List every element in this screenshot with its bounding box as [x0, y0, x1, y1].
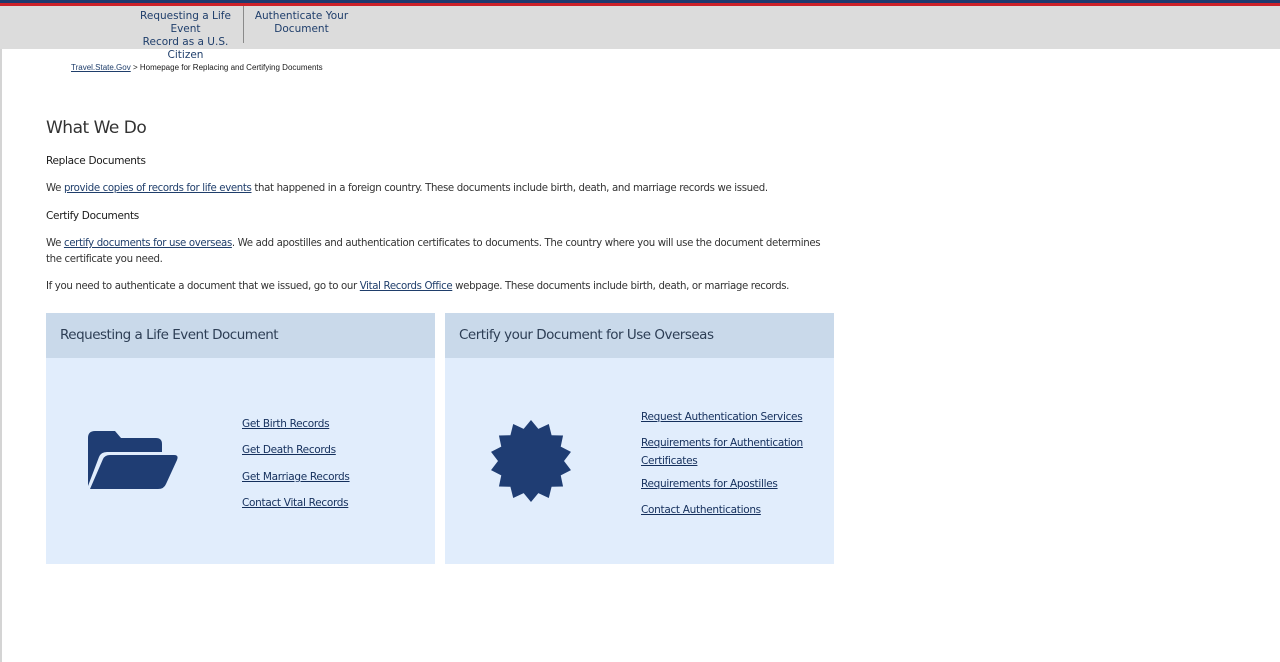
- contact-vital-records-link[interactable]: Contact Vital Records: [242, 497, 349, 509]
- contact-authentications-link[interactable]: Contact Authentications: [641, 504, 761, 516]
- certify-documents-heading: Certify Documents: [46, 210, 139, 222]
- text-segment: that happened in a foreign country. These documents include birth, death, and marriage records we issued.: [251, 183, 768, 194]
- nav-item-label-line: Document: [274, 23, 329, 35]
- nav-item-authenticate-document[interactable]: [250, 10, 353, 36]
- nav-separator: [243, 6, 244, 43]
- get-death-records-link[interactable]: Get Death Records: [242, 444, 336, 456]
- get-birth-records-link[interactable]: Get Birth Records: [242, 418, 330, 430]
- vital-records-office-link[interactable]: Vital Records Office: [359, 281, 453, 292]
- replace-documents-heading: Replace Documents: [46, 155, 146, 167]
- list-item: [242, 467, 432, 485]
- card-header: [445, 313, 834, 358]
- requirements-apostilles-link[interactable]: Requirements for Apostilles: [641, 478, 778, 490]
- breadcrumb-separator: >: [132, 63, 138, 72]
- text-segment: webpage. These documents include birth, death, or marriage records.: [452, 281, 790, 292]
- list-item: [242, 414, 432, 432]
- certify-document-card: [445, 313, 834, 564]
- replace-documents-text: [46, 181, 826, 197]
- card-header: [46, 313, 435, 358]
- list-item: [641, 433, 831, 469]
- nav-item-label-line: Authenticate Your: [254, 10, 349, 22]
- breadcrumb: [71, 63, 323, 72]
- card-title: Requesting a Life Event Document: [60, 327, 279, 343]
- list-item: [641, 407, 831, 425]
- breadcrumb-home-link[interactable]: Travel.State.Gov: [71, 63, 131, 72]
- certify-documents-text: [46, 236, 826, 268]
- list-item: [242, 440, 432, 458]
- text-segment: We: [46, 183, 64, 194]
- nav-item-label-line: Requesting a Life Event: [140, 10, 231, 35]
- request-authentication-services-link[interactable]: Request Authentication Services: [641, 411, 803, 423]
- list-item: [242, 493, 432, 511]
- text-segment: We: [46, 238, 64, 249]
- breadcrumb-current: Homepage for Replacing and Certifying Documents: [139, 63, 323, 72]
- page-title: What We Do: [46, 118, 147, 138]
- provide-copies-link[interactable]: provide copies of records for life events: [63, 183, 252, 194]
- list-item: [641, 500, 831, 518]
- get-marriage-records-link[interactable]: Get Marriage Records: [242, 471, 350, 483]
- requirements-authentication-certificates-link[interactable]: Requirements for Authentication Certificates: [641, 437, 803, 467]
- card-title: Certify your Document for Use Overseas: [459, 327, 714, 343]
- nav-item-life-event-record[interactable]: [129, 10, 242, 62]
- life-event-card: [46, 313, 435, 564]
- certify-documents-link[interactable]: certify documents for use overseas: [63, 238, 232, 249]
- left-border: [0, 0, 2, 662]
- list-item: [641, 474, 831, 492]
- folder-open-icon: [86, 428, 180, 497]
- authenticate-issued-text: [46, 279, 826, 295]
- certificate-seal-icon: [489, 419, 573, 508]
- text-segment: . We add apostilles and authentication certificates to documents. The country where you will use the document determines the certificate you need.: [46, 238, 821, 265]
- top-nav: [0, 6, 1280, 61]
- nav-item-label-line: Record as a U.S. Citizen: [142, 36, 229, 61]
- text-segment: If you need to authenticate a document that we issued, go to our: [46, 281, 360, 292]
